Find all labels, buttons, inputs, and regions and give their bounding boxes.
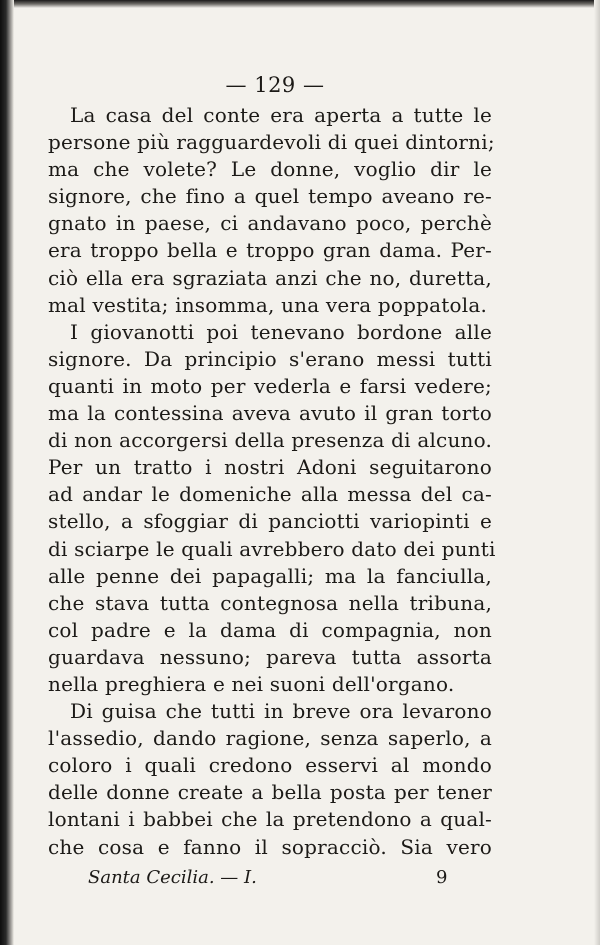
text-line: La casa del conte era aperta a tutte le: [70, 103, 492, 127]
text-line: di non accorgersi della presenza di alcuno.: [48, 428, 493, 453]
page-number: — 129 —: [225, 73, 325, 97]
book-page: [48, 70, 496, 893]
text-line: gnato in paese, ci andavano poco, perchè: [48, 211, 492, 236]
text-line: era troppo bella e troppo gran dama. Per-: [48, 238, 492, 263]
text-line: lontani i babbei che la pretendono a qual-: [48, 807, 492, 832]
text-line: signore. Da principio s'erano messi tutti: [48, 346, 492, 371]
text-line: ciò ella era sgraziata anzi che no, duretta,: [48, 265, 492, 290]
text-line: delle donne create a bella posta per tener: [48, 780, 492, 805]
text-line: Per un tratto i nostri Adoni seguitarono: [48, 455, 492, 480]
text-line: col padre e la dama di compagnia, non: [48, 617, 492, 642]
text-line: quanti in moto per vederla e farsi vedere;: [48, 373, 492, 398]
scan-edge-right: [594, 0, 600, 945]
text-line: Di guisa che tutti in breve ora levarono: [70, 699, 492, 724]
text-line: persone più ragguardevoli di quei dintorni;: [48, 130, 495, 155]
scan-edge-left: [0, 0, 14, 945]
text-line: I giovanotti poi tenevano bordone alle: [70, 319, 492, 344]
text-line: l'assedio, dando ragione, senza saperlo, a: [48, 726, 492, 751]
text-line: che cosa e fanno il sopracciò. Sia vero: [48, 834, 492, 859]
page-footer: [48, 863, 492, 893]
footer-title: Santa Cecilia. — I.: [88, 866, 257, 888]
text-line: ma la contessina aveva avuto il gran torto: [48, 401, 492, 426]
footer-signature-mark: 9: [436, 866, 448, 888]
text-line: alle penne dei papagalli; ma la fanciulla,: [48, 563, 492, 588]
scan-edge-top: [0, 0, 600, 8]
text-line: ma che volete? Le donne, voglio dir le: [48, 157, 492, 182]
text-line: signore, che fino a quel tempo aveano re-: [48, 184, 492, 209]
text-line: che stava tutta contegnosa nella tribuna,: [48, 590, 492, 615]
text-line: nella preghiera e nei suoni dell'organo.: [48, 671, 455, 696]
text-line: ad andar le domeniche alla messa del ca-: [48, 482, 492, 507]
text-body: [48, 102, 496, 861]
text-line: stello, a sfoggiar di panciotti variopinti e: [48, 509, 492, 534]
text-line: coloro i quali credono esservi al mondo: [48, 753, 492, 778]
text-line: di sciarpe le quali avrebbero dato dei punti: [48, 536, 496, 561]
text-line: mal vestita; insomma, una vera poppatola.: [48, 292, 488, 317]
text-line: guardava nessuno; pareva tutta assorta: [48, 644, 492, 669]
